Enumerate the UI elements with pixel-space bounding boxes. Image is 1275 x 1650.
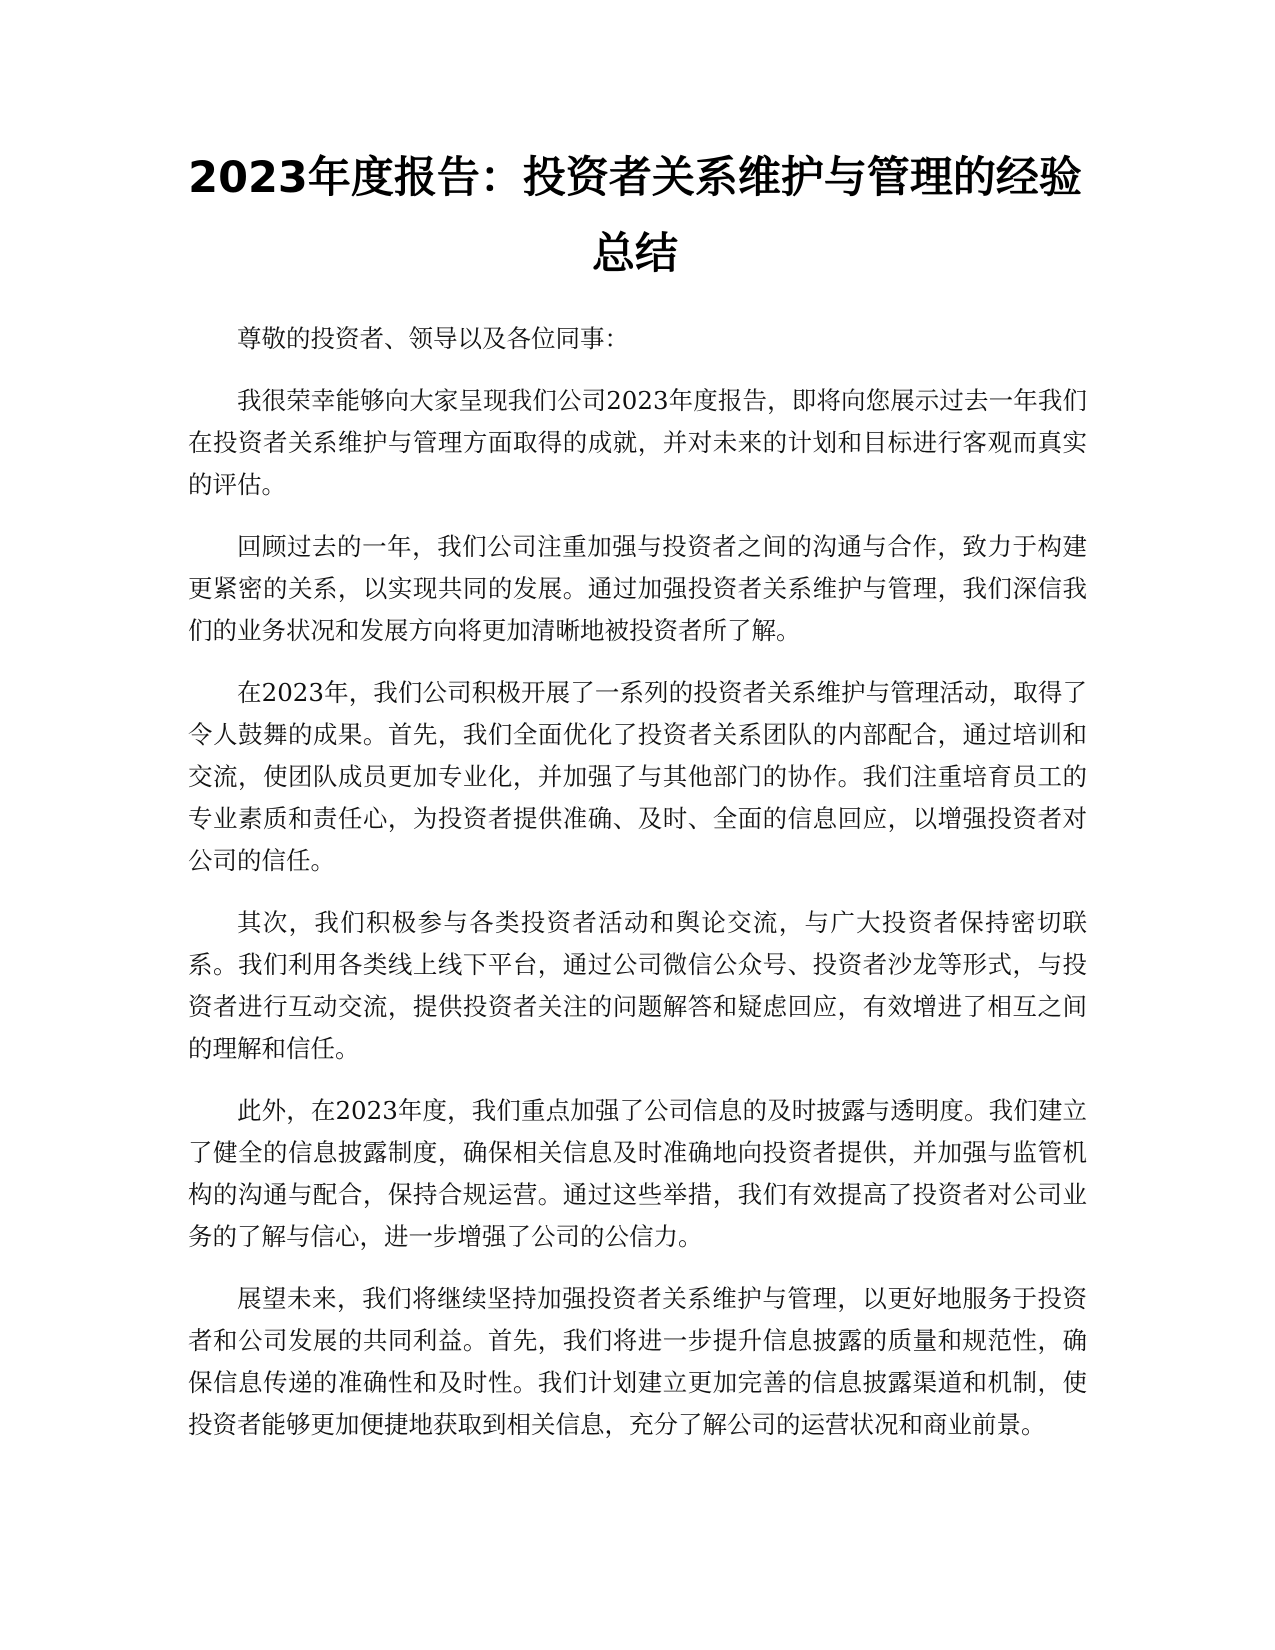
paragraph-outlook: 展望未来，我们将继续坚持加强投资者关系维护与管理，以更好地服务于投资者和公司发展的共同利益。首先，我们将进一步提升信息披露的质量和规范性，确保信息传递的准确性和及时性。我们计划建立更加完善的信息披露渠道和机制，使投资者能够更加便捷地获取到相关信息，充分了解公司的运营状况和商业前景。 [188,1284,1087,1439]
paragraph-salutation: 尊敬的投资者、领导以及各位同事： [237,324,629,353]
paragraph-review: 回顾过去的一年，我们公司注重加强与投资者之间的沟通与合作，致力于构建更紧密的关系，以实现共同的发展。通过加强投资者关系维护与管理，我们深信我们的业务状况和发展方向将更加清晰地被投资者所了解。 [188,532,1087,645]
document-title: 2023年度报告：投资者关系维护与管理的经验总结 [188,153,1082,279]
document-body [188,318,1087,1466]
paragraph-activities: 在2023年，我们公司积极开展了一系列的投资者关系维护与管理活动，取得了令人鼓舞的成果。首先，我们全面优化了投资者关系团队的内部配合，通过培训和交流，使团队成员更加专业化，并加强了与其他部门的协作。我们注重培育员工的专业素质和责任心，为投资者提供准确、及时、全面的信息回应，以增强投资者对公司的信任。 [188,678,1087,875]
paragraph-disclosure: 此外，在2023年度，我们重点加强了公司信息的及时披露与透明度。我们建立了健全的信息披露制度，确保相关信息及时准确地向投资者提供，并加强与监管机构的沟通与配合，保持合规运营。通过这些举措，我们有效提高了投资者对公司业务的了解与信心，进一步增强了公司的公信力。 [188,1096,1087,1251]
paragraph-introduction: 我很荣幸能够向大家呈现我们公司2023年度报告，即将向您展示过去一年我们在投资者关系维护与管理方面取得的成就，并对未来的计划和目标进行客观而真实的评估。 [188,386,1087,499]
paragraph-engagement: 其次，我们积极参与各类投资者活动和舆论交流，与广大投资者保持密切联系。我们利用各类线上线下平台，通过公司微信公众号、投资者沙龙等形式，与投资者进行互动交流，提供投资者关注的问题解答和疑虑回应，有效增进了相互之间的理解和信任。 [188,908,1087,1063]
